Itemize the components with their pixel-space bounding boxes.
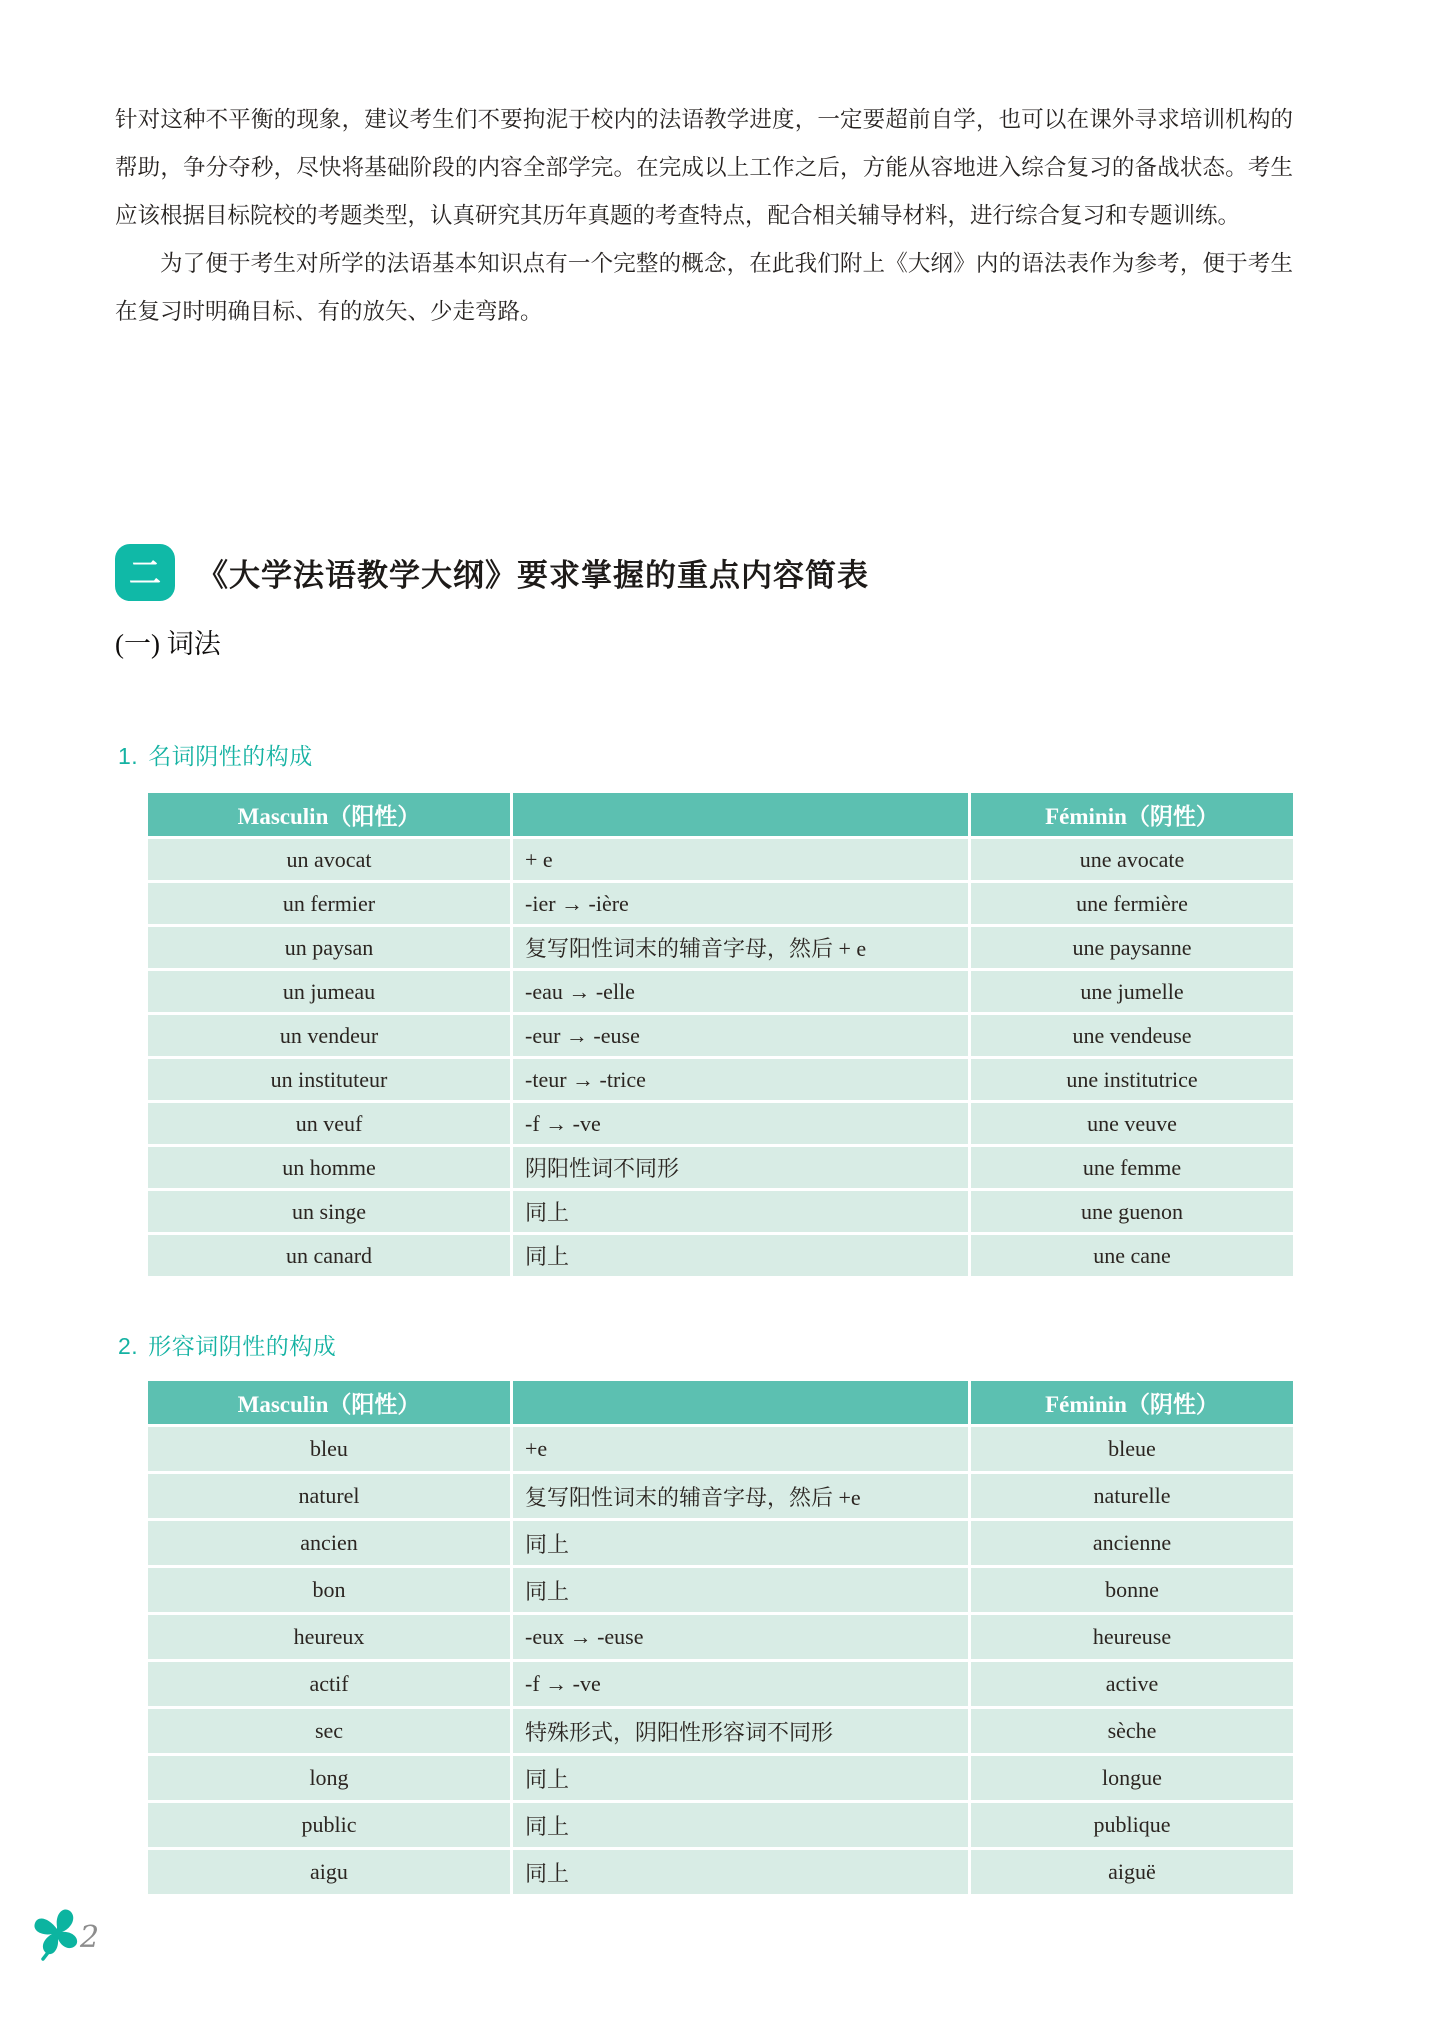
table-cell: bonne: [971, 1568, 1293, 1612]
section-header: [115, 544, 869, 601]
table-row: [148, 839, 1293, 880]
table-header-masculin: Masculin（阳性）: [148, 1381, 510, 1424]
table-row: [148, 1662, 1293, 1706]
item-title: 名词阴性的构成: [148, 743, 313, 769]
table-cell: heureuse: [971, 1615, 1293, 1659]
table-row: [148, 883, 1293, 924]
table-cell: aigu: [148, 1850, 510, 1894]
table-row: [148, 1059, 1293, 1100]
table-cell: longue: [971, 1756, 1293, 1800]
subsection-title: (一) 词法: [115, 629, 221, 659]
table-cell: bleu: [148, 1427, 510, 1471]
table-header-row: [148, 793, 1293, 836]
table-cell: -ier → -ière: [513, 883, 968, 924]
table-row: [148, 1191, 1293, 1232]
adjective-feminine-table: [145, 1378, 1296, 1897]
table-cell: 同上: [513, 1803, 968, 1847]
table-body: [148, 1427, 1293, 1894]
table-row: [148, 1427, 1293, 1471]
table-row: [148, 1850, 1293, 1894]
table-cell: +e: [513, 1427, 968, 1471]
table-row: [148, 1103, 1293, 1144]
table-header-row: [148, 1381, 1293, 1424]
table-header-masculin: Masculin（阳性）: [148, 793, 510, 836]
table-cell: actif: [148, 1662, 510, 1706]
table-cell: un canard: [148, 1235, 510, 1276]
table-row: [148, 927, 1293, 968]
table-cell: 特殊形式，阴阳性形容词不同形: [513, 1709, 968, 1753]
table-cell: public: [148, 1803, 510, 1847]
item-number: 1.: [118, 743, 139, 769]
table-cell: bon: [148, 1568, 510, 1612]
table-cell: un homme: [148, 1147, 510, 1188]
table-cell: naturelle: [971, 1474, 1293, 1518]
table-cell: ancien: [148, 1521, 510, 1565]
table-body: [148, 839, 1293, 1276]
item-heading-nouns: [118, 738, 313, 771]
table-cell: 同上: [513, 1850, 968, 1894]
table-cell: un instituteur: [148, 1059, 510, 1100]
table-cell: 同上: [513, 1235, 968, 1276]
table-cell: -eur → -euse: [513, 1015, 968, 1056]
table-cell: une veuve: [971, 1103, 1293, 1144]
table-cell: une institutrice: [971, 1059, 1293, 1100]
table-row: [148, 1803, 1293, 1847]
table-cell: un vendeur: [148, 1015, 510, 1056]
table-cell: une guenon: [971, 1191, 1293, 1232]
leaf-icon: [33, 1903, 81, 1961]
section-number-badge: 二: [115, 544, 175, 601]
table-header-rule: [513, 1381, 968, 1424]
paragraph: 针对这种不平衡的现象，建议考生们不要拘泥于校内的法语教学进度，一定要超前自学，也可以在课外寻求培训机构的帮助，争分夺秒，尽快将基础阶段的内容全部学完。在完成以上工作之后，方能从容地进入综合复习的备战状态。考生应该根据目标院校的考题类型，认真研究其历年真题的考查特点，配合相关辅导材料，进行综合复习和专题训练。: [115, 107, 1293, 228]
table-cell: -teur → -trice: [513, 1059, 968, 1100]
table-row: [148, 1568, 1293, 1612]
table-cell: ancienne: [971, 1521, 1293, 1565]
table-cell: + e: [513, 839, 968, 880]
table-row: [148, 1756, 1293, 1800]
table-header-feminin: Féminin（阴性）: [971, 1381, 1293, 1424]
table-row: [148, 1235, 1293, 1276]
item-title: 形容词阴性的构成: [148, 1333, 337, 1359]
table-cell: sèche: [971, 1709, 1293, 1753]
table-row: [148, 1015, 1293, 1056]
table-row: [148, 1709, 1293, 1753]
noun-feminine-table: [145, 790, 1296, 1279]
table-row: [148, 1147, 1293, 1188]
table-cell: une cane: [971, 1235, 1293, 1276]
table-cell: sec: [148, 1709, 510, 1753]
table-cell: un fermier: [148, 883, 510, 924]
table-cell: une paysanne: [971, 927, 1293, 968]
item-heading-adjectives: [118, 1328, 336, 1361]
table-cell: 复写阳性词末的辅音字母，然后 +e: [513, 1474, 968, 1518]
table-cell: long: [148, 1756, 510, 1800]
table-cell: une vendeuse: [971, 1015, 1293, 1056]
table-row: [148, 1615, 1293, 1659]
table-cell: aiguë: [971, 1850, 1293, 1894]
table-cell: un jumeau: [148, 971, 510, 1012]
table-cell: un singe: [148, 1191, 510, 1232]
table-cell: 复写阳性词末的辅音字母，然后 + e: [513, 927, 968, 968]
table-cell: 同上: [513, 1521, 968, 1565]
table-cell: -eux → -euse: [513, 1615, 968, 1659]
table-cell: -f → -ve: [513, 1103, 968, 1144]
table-cell: -eau → -elle: [513, 971, 968, 1012]
table-cell: 同上: [513, 1756, 968, 1800]
table-cell: une avocate: [971, 839, 1293, 880]
table-cell: une fermière: [971, 883, 1293, 924]
table-row: [148, 1474, 1293, 1518]
table-cell: un avocat: [148, 839, 510, 880]
table-cell: 同上: [513, 1191, 968, 1232]
table-cell: un paysan: [148, 927, 510, 968]
paragraph: 为了便于考生对所学的法语基本知识点有一个完整的概念，在此我们附上《大纲》内的语法表作为参考，便于考生在复习时明确目标、有的放矢、少走弯路。: [115, 251, 1293, 324]
table-cell: -f → -ve: [513, 1662, 968, 1706]
page-number: 2: [80, 1920, 100, 1955]
table-row: [148, 1521, 1293, 1565]
table-header-feminin: Féminin（阴性）: [971, 793, 1293, 836]
item-number: 2.: [118, 1333, 139, 1359]
intro-paragraphs: [115, 96, 1293, 336]
table-row: [148, 971, 1293, 1012]
table-cell: heureux: [148, 1615, 510, 1659]
table-cell: bleue: [971, 1427, 1293, 1471]
table-cell: active: [971, 1662, 1293, 1706]
table-cell: une femme: [971, 1147, 1293, 1188]
table-cell: publique: [971, 1803, 1293, 1847]
section-title: 《大学法语教学大纲》要求掌握的重点内容简表: [197, 558, 869, 593]
table-cell: une jumelle: [971, 971, 1293, 1012]
table-cell: 阴阳性词不同形: [513, 1147, 968, 1188]
table-header-rule: [513, 793, 968, 836]
table-cell: un veuf: [148, 1103, 510, 1144]
table-cell: naturel: [148, 1474, 510, 1518]
table-cell: 同上: [513, 1568, 968, 1612]
